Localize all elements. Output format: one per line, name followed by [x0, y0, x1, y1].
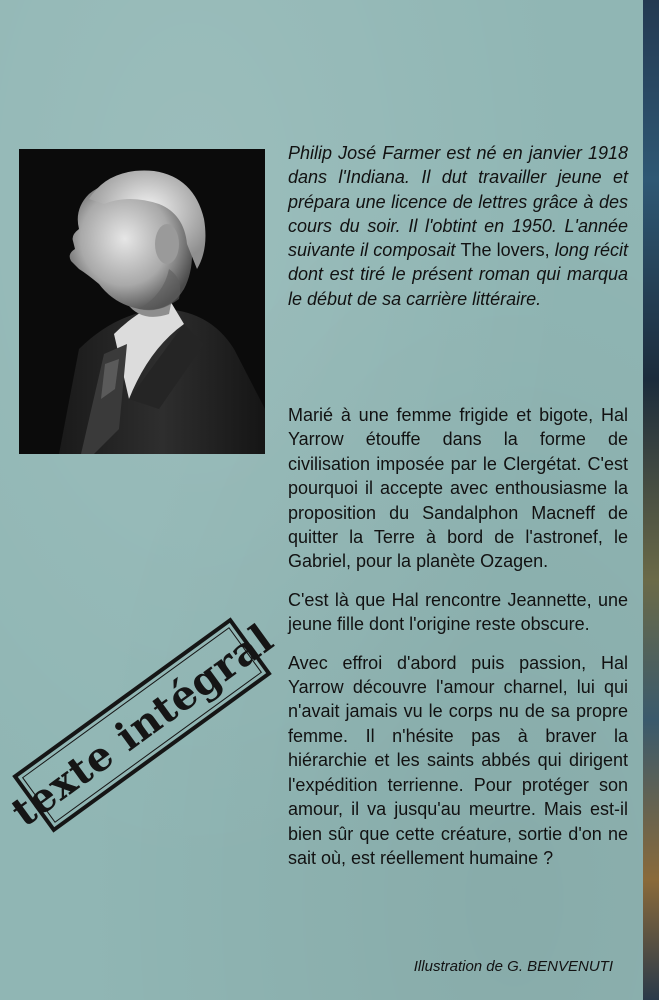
summary-paragraph: C'est là que Hal rencontre Jeannette, une jeune fille dont l'origine reste obscure.: [288, 589, 628, 635]
author-photo: [19, 149, 265, 454]
author-bio: [288, 141, 628, 311]
illustration-credit: Illustration de G. BENVENUTI: [413, 958, 613, 975]
summary-paragraph: Avec effroi d'abord puis passion, Hal Yarrow découvre l'amour charnel, lui qui n'avait jamais vu le corps nu de sa propre femme. Il n'hésite pas à braver la hiérarchie et les saints abbés qui dirigent l'expédition terrienne. Pour protéger son amour, il va jusqu'au meurtre. Mais est-il bien sûr que cette créature, sortie d'on ne sait où, est réellement humaine ?: [288, 652, 628, 868]
summary-paragraph: Marié à une femme frigide et bigote, Hal Yarrow étouffe dans la forme de civilisation imposée par le Clergétat. C'est pourquoi il accepte avec enthousiasme la proposition du Sandalphon Macneff de quitter la Terre à bord de l'astronef, le Gabriel, pour la planète Ozagen.: [288, 405, 628, 572]
book-title: The lovers,: [460, 240, 550, 261]
author-portrait-image: [19, 149, 265, 454]
front-cover-edge: [643, 0, 659, 1000]
texte-integral-stamp: [2, 614, 282, 836]
author-bio-text-continued: long récit dont est tiré le présent roman qui marqua le début de sa carrière littéraire.: [288, 240, 628, 309]
book-summary: [288, 403, 628, 884]
stamp-label: texte intégral: [2, 614, 282, 836]
author-bio-text: Philip José Farmer est né en janvier 1918 dans l'Indiana. Il dut travailler jeune et prépara une licence de lettres grâce à des cours du soir. Il l'obtint en 1950. L'année suivante il composait: [288, 143, 628, 261]
